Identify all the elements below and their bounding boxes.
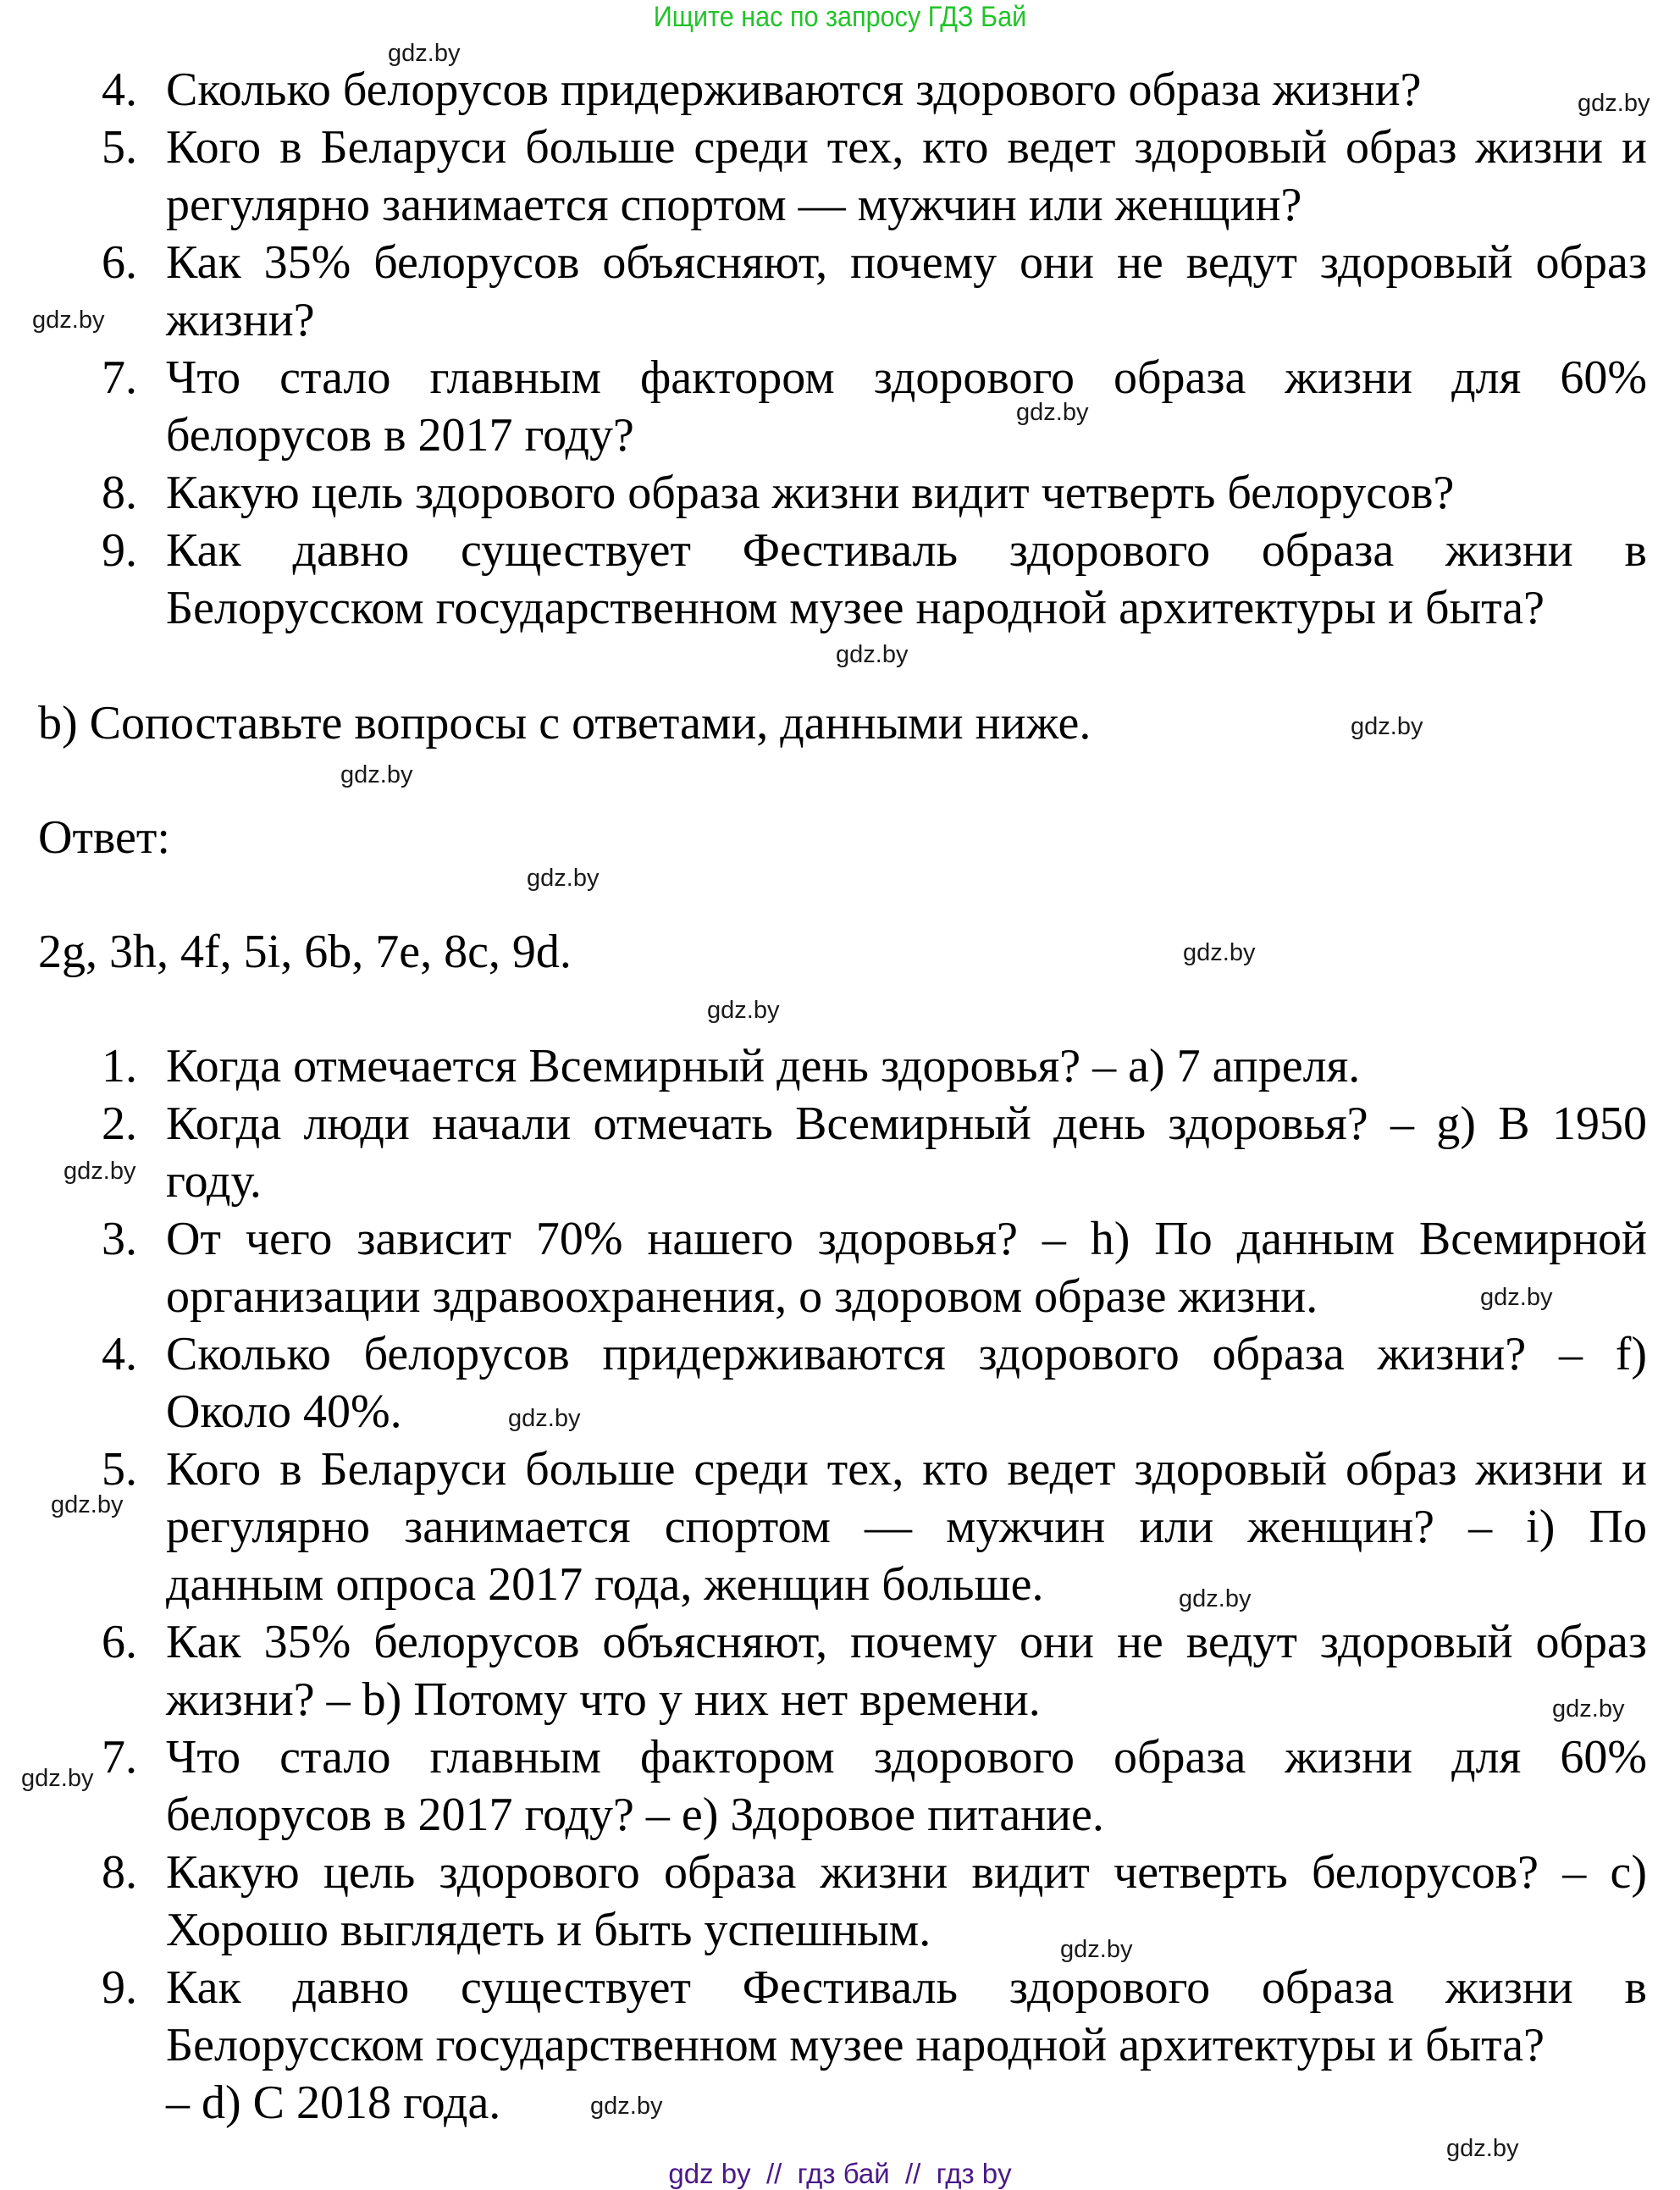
- answer-text: Как давно существует Фестиваль здорового образа жизни в: [166, 1961, 1647, 2014]
- watermark: gdz.by: [508, 1405, 581, 1432]
- answer-text: Белорусском государственном музее народной архитектуры и быта?: [166, 2019, 1545, 2071]
- task-b-instruction: b) Сопоставьте вопросы с ответами, данными ниже.: [38, 697, 1091, 749]
- watermark: gdz.by: [1351, 713, 1423, 740]
- watermark: gdz.by: [836, 641, 909, 668]
- watermark: gdz.by: [1446, 2135, 1519, 2162]
- watermark: gdz.by: [21, 1765, 94, 1792]
- footer-links: gdz by // гдз бай // гдз by: [668, 2158, 1012, 2189]
- watermark: gdz.by: [32, 307, 105, 334]
- watermark: gdz.by: [1179, 1585, 1252, 1612]
- answer-number: 7.: [102, 1731, 137, 1784]
- answer-text: Хорошо выглядеть и быть успешным.: [166, 1904, 931, 1956]
- answer-text: Кого в Беларуси больше среди тех, кто ведет здоровый образ жизни и: [166, 1443, 1647, 1496]
- question-number: 7.: [102, 351, 137, 404]
- question-text: жизни?: [166, 294, 315, 346]
- question-text: Что стало главным фактором здорового образа жизни для 60%: [166, 351, 1647, 404]
- answer-text: жизни? – b) Потому что у них нет времени.: [166, 1673, 1041, 1726]
- question-text: Какую цель здорового образа жизни видит четверть белорусов?: [166, 467, 1455, 519]
- watermark: gdz.by: [707, 997, 780, 1024]
- question-number: 4.: [102, 64, 137, 116]
- question-text: регулярно занимается спортом — мужчин или женщин?: [166, 179, 1302, 231]
- answer-text: Как 35% белорусов объясняют, почему они не ведут здоровый образ: [166, 1616, 1647, 1668]
- answer-text: От чего зависит 70% нашего здоровья? – h) По данным Всемирной: [166, 1213, 1647, 1265]
- answer-number: 1.: [102, 1040, 137, 1092]
- answer-number: 6.: [102, 1616, 137, 1668]
- question-text: Белорусском государственном музее народной архитектуры и быта?: [166, 582, 1545, 634]
- answer-text: данным опроса 2017 года, женщин больше.: [166, 1558, 1044, 1611]
- answer-number: 8.: [102, 1846, 137, 1899]
- answer-number: 5.: [102, 1443, 137, 1496]
- watermark: gdz.by: [1552, 1695, 1625, 1723]
- watermark: gdz.by: [388, 40, 461, 67]
- search-banner: Ищите нас по запросу ГДЗ Бай: [653, 1, 1027, 33]
- question-text: Как 35% белорусов объясняют, почему они не ведут здоровый образ: [166, 236, 1647, 289]
- watermark: gdz.by: [64, 1158, 136, 1185]
- question-number: 5.: [102, 121, 137, 174]
- question-number: 8.: [102, 467, 137, 519]
- answer-number: 4.: [102, 1328, 137, 1380]
- question-number: 6.: [102, 236, 137, 289]
- answer-text: организации здравоохранения, о здоровом образе жизни.: [166, 1270, 1318, 1323]
- watermark: gdz.by: [1578, 90, 1650, 117]
- question-text: Кого в Беларуси больше среди тех, кто ведет здоровый образ жизни и: [166, 121, 1647, 174]
- watermark: gdz.by: [527, 865, 600, 892]
- answer-text: регулярно занимается спортом — мужчин или женщин? – i) По: [166, 1501, 1647, 1553]
- watermark: gdz.by: [590, 2093, 663, 2120]
- answer-text: белорусов в 2017 году? – e) Здоровое питание.: [166, 1789, 1104, 1841]
- question-text: Как давно существует Фестиваль здорового образа жизни в: [166, 524, 1647, 577]
- answer-text: Когда люди начали отмечать Всемирный день здоровья? – g) В 1950: [166, 1098, 1647, 1150]
- answer-number: 9.: [102, 1961, 137, 2014]
- watermark: gdz.by: [1060, 1936, 1133, 1963]
- answer-text: Какую цель здорового образа жизни видит четверть белорусов? – c): [166, 1846, 1647, 1899]
- watermark: gdz.by: [1480, 1284, 1553, 1311]
- watermark: gdz.by: [340, 761, 413, 788]
- answer-text: Что стало главным фактором здорового образа жизни для 60%: [166, 1731, 1647, 1784]
- answer-label: Ответ:: [38, 811, 170, 864]
- watermark: gdz.by: [51, 1491, 124, 1518]
- answer-text: Около 40%.: [166, 1385, 402, 1438]
- answer-key: 2g, 3h, 4f, 5i, 6b, 7e, 8c, 9d.: [38, 926, 572, 978]
- answer-number: 3.: [102, 1213, 137, 1265]
- watermark: gdz.by: [1183, 939, 1256, 966]
- answer-text: Когда отмечается Всемирный день здоровья? – a) 7 апреля.: [166, 1040, 1361, 1092]
- answer-text: Сколько белорусов придерживаются здорового образа жизни? – f): [166, 1328, 1647, 1380]
- watermark: gdz.by: [1016, 399, 1089, 426]
- answer-number: 2.: [102, 1098, 137, 1150]
- answer-text: – d) С 2018 года.: [166, 2077, 501, 2129]
- question-text: Сколько белорусов придерживаются здорового образа жизни?: [166, 64, 1422, 116]
- question-text: белорусов в 2017 году?: [166, 409, 634, 462]
- question-number: 9.: [102, 524, 137, 577]
- answer-text: году.: [166, 1155, 262, 1208]
